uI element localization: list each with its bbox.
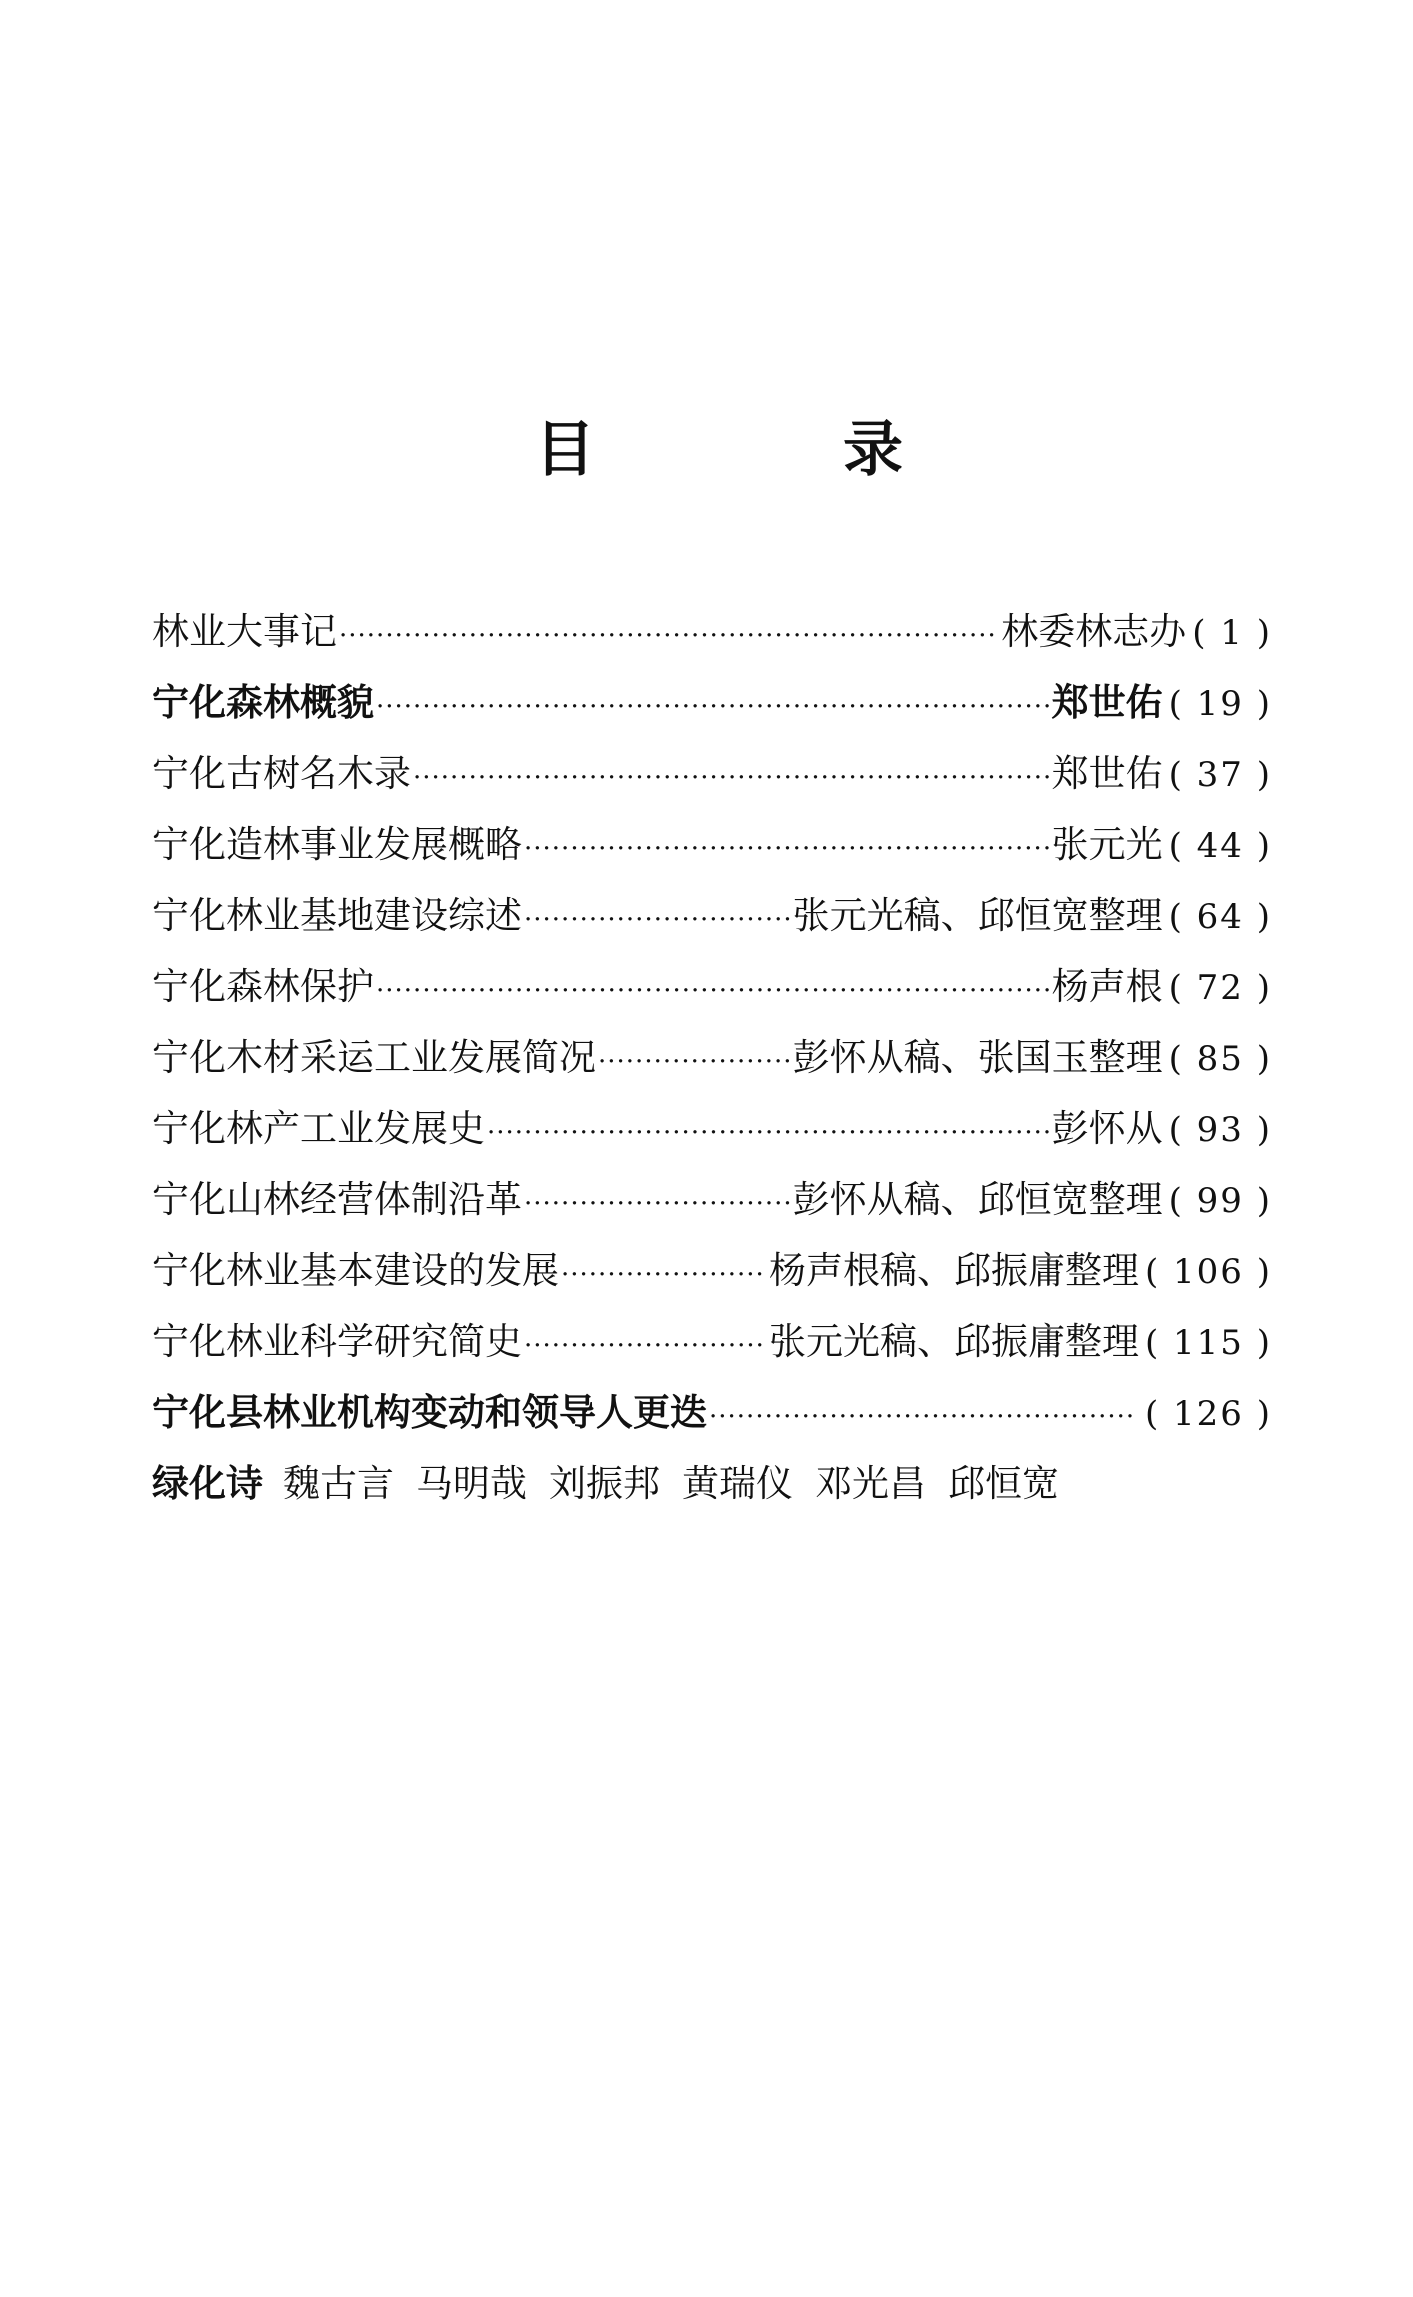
toc-entry-title: 宁化山林经营体制沿革 [152, 1178, 522, 1221]
toc-entry[interactable] [152, 880, 1272, 951]
toc-entry-author: 张元光稿、邱振庸整理 [768, 1320, 1139, 1363]
toc-entry-title: 林业大事记 [152, 610, 337, 653]
toc-entry[interactable] [152, 1022, 1272, 1093]
title-char-2: 录 [843, 415, 903, 485]
toc-entry-author: 郑世佑 [1051, 752, 1163, 795]
poem-author: 邱恒宽 [948, 1462, 1059, 1505]
toc-entry-title: 宁化木材采运工业发展简况 [152, 1036, 596, 1079]
toc-entry-author: 彭怀从稿、邱恒宽整理 [792, 1178, 1163, 1221]
toc-entry-page: ( 19 ) [1168, 684, 1272, 724]
toc-entry-page: ( 64 ) [1168, 897, 1272, 937]
dot-leader [524, 1311, 767, 1382]
toc-entry-title: 宁化林业科学研究简史 [152, 1320, 522, 1363]
toc-entry-page: ( 99 ) [1168, 1181, 1272, 1221]
toc-entry-title: 宁化县林业机构变动和领导人更迭 [152, 1390, 707, 1434]
toc-entry[interactable] [152, 667, 1272, 738]
toc-entry-page: ( 85 ) [1168, 1039, 1272, 1079]
poem-author: 魏古言 [283, 1462, 394, 1505]
toc-entry-title: 宁化古树名木录 [152, 752, 411, 795]
toc-entry-title: 宁化森林概貌 [152, 680, 374, 724]
poem-entry[interactable] [152, 1448, 1272, 1519]
dot-leader [598, 1027, 791, 1098]
dot-leader [376, 956, 1050, 1027]
toc-entry-author: 杨声根 [1051, 965, 1163, 1008]
toc-entry-author: 张元光 [1051, 823, 1163, 866]
dot-leader [413, 743, 1050, 814]
toc-entry[interactable] [152, 1164, 1272, 1235]
toc-entry-title: 宁化造林事业发展概略 [152, 823, 522, 866]
dot-leader [524, 1169, 791, 1240]
dot-leader [376, 672, 1050, 743]
toc-entry-page: ( 126 ) [1144, 1394, 1272, 1434]
title-char-1: 目 [535, 415, 595, 485]
toc-entry-title: 宁化林产工业发展史 [152, 1107, 485, 1150]
dot-leader [561, 1240, 767, 1311]
toc-entry-page: ( 1 ) [1192, 613, 1272, 653]
toc-entry[interactable] [152, 809, 1272, 880]
dot-leader [524, 885, 791, 956]
toc-entry-author: 彭怀从 [1051, 1107, 1163, 1150]
toc-entry[interactable] [152, 1306, 1272, 1377]
toc-entry[interactable] [152, 951, 1272, 1022]
toc-entry-page: ( 44 ) [1168, 826, 1272, 866]
dot-leader [339, 601, 999, 672]
toc-entry-page: ( 93 ) [1168, 1110, 1272, 1150]
toc-entry-author: 郑世佑 [1051, 680, 1163, 724]
dot-leader [524, 814, 1050, 885]
dot-leader [709, 1382, 1137, 1453]
poem-title: 绿化诗 [152, 1461, 263, 1505]
toc-entry-page: ( 115 ) [1144, 1323, 1272, 1363]
toc-entry[interactable] [152, 1093, 1272, 1164]
toc-entry-author: 张元光稿、邱恒宽整理 [792, 894, 1163, 937]
table-of-contents [152, 596, 1272, 1519]
poem-author: 刘振邦 [549, 1462, 660, 1505]
poem-author: 邓光昌 [815, 1462, 926, 1505]
toc-entry-author: 林委林志办 [1001, 610, 1187, 653]
toc-entry-title: 宁化林业基本建设的发展 [152, 1249, 559, 1292]
toc-entry-page: ( 37 ) [1168, 755, 1272, 795]
toc-entry-title: 宁化森林保护 [152, 965, 374, 1008]
dot-leader [487, 1098, 1050, 1169]
poem-author: 黄瑞仪 [682, 1462, 793, 1505]
page-title [0, 405, 1413, 495]
toc-entry[interactable] [152, 738, 1272, 809]
toc-entry-page: ( 72 ) [1168, 968, 1272, 1008]
toc-entry-author: 彭怀从稿、张国玉整理 [792, 1036, 1163, 1079]
toc-entry-title: 宁化林业基地建设综述 [152, 894, 522, 937]
toc-entry-page: ( 106 ) [1144, 1252, 1272, 1292]
poem-author: 马明哉 [416, 1462, 527, 1505]
toc-entry-author: 杨声根稿、邱振庸整理 [768, 1249, 1139, 1292]
toc-entry[interactable] [152, 596, 1272, 667]
toc-entry[interactable] [152, 1377, 1272, 1448]
toc-entry[interactable] [152, 1235, 1272, 1306]
